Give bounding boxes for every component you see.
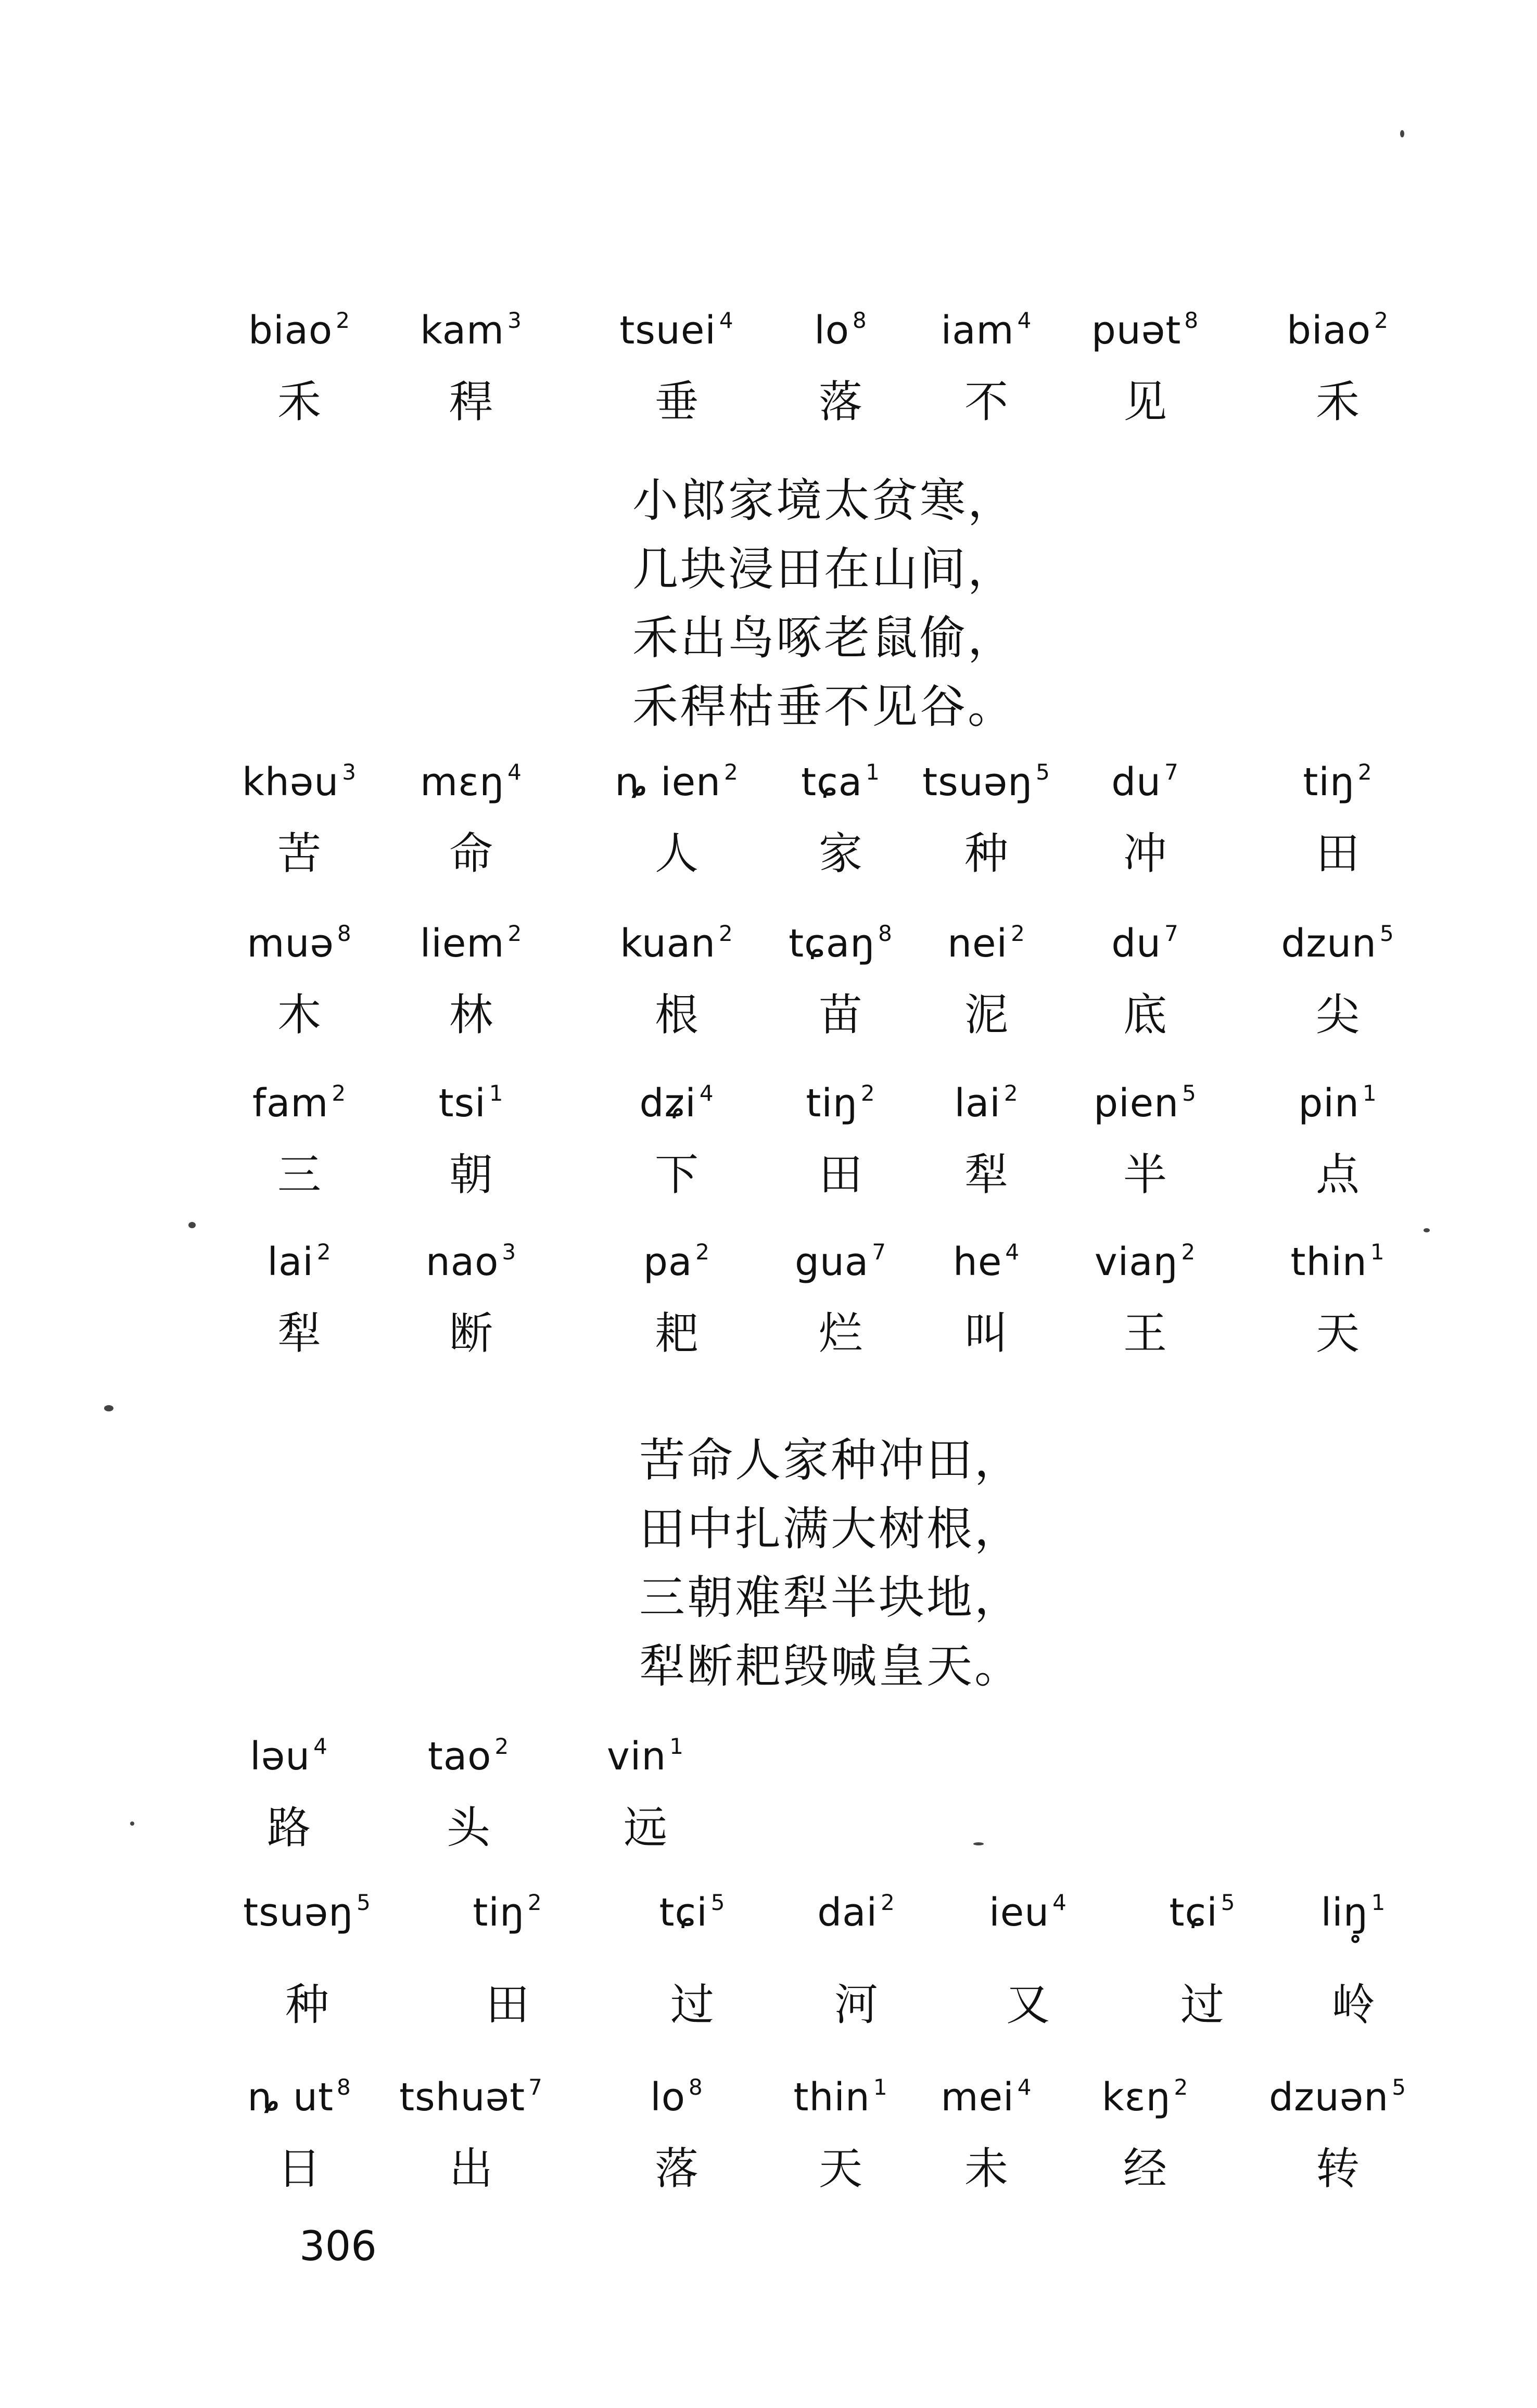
romanization-syllable: lai <box>954 1081 1001 1126</box>
gloss-cell <box>615 759 739 880</box>
romanization-syllable: biao <box>248 308 333 353</box>
romanization-syllable: khəu <box>242 760 339 805</box>
gloss-cell <box>247 2074 351 2195</box>
gloss-cell <box>806 1080 875 1201</box>
chinese-gloss: 河 <box>834 1979 878 2030</box>
page-number: 306 <box>299 2223 377 2270</box>
romanization <box>801 759 880 806</box>
romanization <box>793 2074 887 2121</box>
romanization-syllable: ləu <box>250 1734 311 1779</box>
tone-number: 8 <box>878 921 893 946</box>
romanization <box>650 2074 703 2121</box>
romanization <box>643 1239 710 1285</box>
romanization-syllable: tɕi <box>1169 1890 1218 1935</box>
chinese-gloss: 耙 <box>654 1308 698 1359</box>
tone-number: 8 <box>1184 308 1199 333</box>
romanization-syllable: thin <box>1290 1240 1367 1284</box>
romanization <box>1298 1080 1377 1127</box>
tone-number: 4 <box>313 1734 328 1759</box>
gloss-cell <box>989 1889 1067 2031</box>
chinese-gloss: 田 <box>485 1979 529 2030</box>
tone-number: 5 <box>1036 759 1050 785</box>
chinese-gloss: 点 <box>1315 1149 1360 1200</box>
gloss-cell <box>1111 920 1179 1041</box>
tone-number: 4 <box>1017 2074 1032 2100</box>
romanization <box>806 1080 875 1127</box>
romanization <box>1321 1889 1386 1936</box>
romanization <box>639 1080 714 1127</box>
chinese-gloss: 王 <box>1123 1308 1167 1359</box>
gloss-cell <box>250 1733 328 1854</box>
romanization-syllable: tsuəŋ <box>922 760 1033 805</box>
chinese-gloss: 禾 <box>277 376 322 427</box>
romanization <box>428 1733 509 1780</box>
gloss-cell <box>1269 2074 1406 2195</box>
romanization <box>426 1239 516 1285</box>
chinese-gloss: 朝 <box>449 1149 493 1200</box>
gloss-cell <box>1298 1080 1377 1201</box>
tone-number: 3 <box>502 1239 517 1265</box>
romanization <box>439 1080 504 1127</box>
gloss-cell <box>1094 1080 1197 1201</box>
chinese-gloss: 落 <box>818 376 863 427</box>
tone-number: 2 <box>332 1080 347 1106</box>
gloss-cell <box>420 759 522 880</box>
stanza-line: 三朝难犁半块地， <box>639 1571 1023 1624</box>
tone-number: 4 <box>1017 308 1032 333</box>
stanza-2 <box>639 1426 1022 1701</box>
romanization <box>252 1080 346 1127</box>
tone-number: 2 <box>1004 1080 1019 1106</box>
romanization <box>1303 759 1372 806</box>
romanization-syllable: tshuət <box>399 2075 526 2120</box>
romanization <box>814 307 867 354</box>
stanza-line: 禾稈枯垂不见谷。 <box>632 680 1016 733</box>
romanization-syllable: kɛŋ <box>1101 2075 1171 2120</box>
tone-number: 2 <box>1181 1239 1196 1265</box>
gloss-cell <box>1111 759 1179 880</box>
chinese-gloss: 叫 <box>964 1308 1009 1359</box>
gloss-row <box>0 307 1537 474</box>
romanization-syllable: kam <box>420 308 505 353</box>
romanization <box>941 2074 1032 2121</box>
scan-speck <box>104 1405 113 1411</box>
romanization <box>247 2074 351 2121</box>
chinese-gloss: 三 <box>277 1149 321 1200</box>
chinese-gloss: 禾 <box>1315 376 1360 427</box>
romanization <box>1102 2074 1189 2121</box>
romanization-syllable: liŋ̥ <box>1320 1890 1368 1935</box>
tone-number: 2 <box>527 1890 542 1915</box>
romanization <box>243 1889 371 1936</box>
romanization-syllable: mɛŋ <box>420 760 505 805</box>
chinese-gloss: 转 <box>1315 2143 1360 2194</box>
tone-number: 2 <box>1374 308 1389 333</box>
chinese-gloss: 未 <box>964 2143 1008 2194</box>
romanization <box>242 759 357 806</box>
romanization <box>947 920 1025 967</box>
tone-number: 4 <box>1005 1239 1020 1265</box>
chinese-gloss: 尖 <box>1315 989 1360 1040</box>
chinese-gloss: 下 <box>654 1149 699 1200</box>
chinese-gloss: 天 <box>818 2143 863 2194</box>
gloss-cell <box>1170 1889 1236 2031</box>
tone-number: 3 <box>342 759 357 785</box>
tone-number: 1 <box>1370 1239 1385 1265</box>
tone-number: 2 <box>316 1239 332 1265</box>
gloss-cell <box>941 307 1032 428</box>
gloss-cell <box>242 759 357 880</box>
romanization <box>659 1889 726 1936</box>
gloss-cell <box>814 307 867 428</box>
tone-number: 2 <box>881 1890 895 1915</box>
gloss-cell <box>267 1239 331 1359</box>
stanza-1 <box>632 466 1015 741</box>
gloss-cell <box>399 2074 543 2195</box>
chinese-gloss: 日 <box>277 2143 322 2194</box>
tone-number: 5 <box>1379 921 1394 946</box>
romanization <box>420 307 522 354</box>
tone-number: 8 <box>337 2074 351 2100</box>
tone-number: 2 <box>336 308 350 333</box>
tone-number: 4 <box>507 759 522 785</box>
tone-number: 5 <box>1221 1890 1236 1915</box>
stanza-line: 田中扎满大树根， <box>639 1502 1023 1556</box>
romanization-syllable: lai <box>267 1240 314 1284</box>
chinese-gloss: 林 <box>449 989 493 1040</box>
romanization-syllable: puət <box>1091 308 1182 353</box>
gloss-cell <box>941 2074 1032 2195</box>
gloss-cell <box>426 1239 516 1359</box>
romanization-syllable: tɕaŋ <box>789 921 875 966</box>
chinese-gloss: 冲 <box>1123 828 1167 879</box>
gloss-cell <box>1303 759 1372 880</box>
chinese-gloss: 底 <box>1123 989 1167 1040</box>
gloss-cell <box>620 920 733 1041</box>
gloss-cell <box>439 1080 504 1201</box>
tone-number: 4 <box>719 308 734 333</box>
tone-number: 7 <box>872 1239 886 1265</box>
romanization-syllable: dzuən <box>1269 2075 1389 2120</box>
chinese-gloss: 经 <box>1123 2143 1167 2194</box>
romanization-syllable: muə <box>247 921 334 966</box>
tone-number: 5 <box>710 1890 726 1915</box>
tone-number: 2 <box>1357 759 1373 785</box>
chinese-gloss: 见 <box>1123 376 1167 427</box>
gloss-cell <box>643 1239 710 1359</box>
stanza-line: 小郎家境太贫寒， <box>632 474 1016 527</box>
tone-number: 7 <box>1164 921 1179 946</box>
romanization-syllable: gua <box>795 1240 869 1284</box>
chinese-gloss: 头 <box>446 1802 490 1853</box>
chinese-gloss: 犁 <box>964 1149 1009 1200</box>
tone-number: 2 <box>724 759 739 785</box>
romanization <box>250 1733 328 1780</box>
gloss-row <box>0 1889 1537 2056</box>
romanization <box>1170 1889 1236 1936</box>
scan-speck <box>1400 130 1404 137</box>
chinese-gloss: 过 <box>670 1979 714 2030</box>
tone-number: 1 <box>873 2074 888 2100</box>
gloss-cell <box>248 307 350 428</box>
gloss-cell <box>801 759 880 880</box>
chinese-gloss: 出 <box>449 2143 493 2194</box>
chinese-gloss: 根 <box>654 989 698 1040</box>
gloss-cell <box>1091 307 1199 428</box>
chinese-gloss: 犁 <box>277 1308 322 1359</box>
gloss-cell <box>817 1889 895 2031</box>
tone-number: 1 <box>489 1080 504 1106</box>
gloss-row <box>0 759 1537 925</box>
romanization-syllable: mei <box>941 2075 1014 2120</box>
chinese-gloss: 泥 <box>964 989 1009 1040</box>
tone-number: 8 <box>689 2074 703 2100</box>
romanization <box>267 1239 331 1285</box>
gloss-row <box>0 1080 1537 1246</box>
scan-speck <box>973 1842 984 1845</box>
romanization <box>1111 759 1179 806</box>
romanization-syllable: nei <box>947 921 1008 966</box>
chinese-gloss: 人 <box>654 828 699 879</box>
romanization-syllable: tsuei <box>619 308 716 353</box>
romanization <box>620 920 733 967</box>
tone-number: 1 <box>669 1734 684 1759</box>
romanization <box>248 307 350 354</box>
chinese-gloss: 种 <box>285 1979 329 2030</box>
gloss-cell <box>1095 1239 1196 1359</box>
gloss-cell <box>1290 1239 1384 1359</box>
romanization <box>989 1889 1067 1936</box>
romanization-syllable: lo <box>650 2075 686 2120</box>
gloss-cell <box>795 1239 886 1359</box>
romanization-syllable: pien <box>1094 1081 1179 1126</box>
romanization <box>1091 307 1199 354</box>
chinese-gloss: 种 <box>964 828 1009 879</box>
romanization-syllable: du <box>1111 921 1162 966</box>
romanization-syllable: pa <box>643 1240 693 1284</box>
gloss-cell <box>247 920 351 1041</box>
romanization <box>1094 1080 1197 1127</box>
chinese-gloss: 命 <box>449 828 493 879</box>
romanization <box>941 307 1032 354</box>
stanza-line: 几块浸田在山间， <box>632 542 1016 596</box>
gloss-cell <box>789 920 893 1041</box>
scan-speck <box>130 1821 134 1826</box>
romanization <box>247 920 351 967</box>
romanization-syllable: thin <box>793 2075 870 2120</box>
tone-number: 7 <box>528 2074 543 2100</box>
romanization-syllable: dzun <box>1281 921 1377 966</box>
romanization-syllable: kuan <box>620 921 716 966</box>
chinese-gloss: 田 <box>1315 828 1360 879</box>
romanization-syllable: iam <box>941 308 1014 353</box>
chinese-gloss: 家 <box>818 828 862 879</box>
romanization <box>1290 1239 1384 1285</box>
gloss-cell <box>650 2074 703 2195</box>
romanization-syllable: ȵ ut <box>247 2075 334 2120</box>
tone-number: 5 <box>1182 1080 1197 1106</box>
romanization-syllable: du <box>1111 760 1162 805</box>
gloss-cell <box>1281 920 1394 1041</box>
chinese-gloss: 远 <box>623 1802 667 1853</box>
romanization-syllable: ȵ ien <box>615 760 721 805</box>
romanization-syllable: tiŋ <box>473 1890 525 1935</box>
chinese-gloss: 稈 <box>449 376 493 427</box>
chinese-gloss: 田 <box>818 1149 862 1200</box>
chinese-gloss: 过 <box>1180 1979 1224 2030</box>
tone-number: 2 <box>1174 2074 1189 2100</box>
romanization-syllable: tiŋ <box>806 1081 858 1126</box>
gloss-cell <box>252 1080 346 1201</box>
stanza-line: 犁断耙毁喊皇天。 <box>639 1639 1023 1693</box>
tone-number: 3 <box>507 308 522 333</box>
romanization-syllable: lo <box>814 308 850 353</box>
chinese-gloss: 苗 <box>818 989 862 1040</box>
scan-speck <box>1424 1228 1430 1232</box>
chinese-gloss: 天 <box>1315 1308 1360 1359</box>
tone-number: 4 <box>699 1080 714 1106</box>
tone-number: 2 <box>719 921 733 946</box>
romanization <box>1287 307 1389 354</box>
romanization-syllable: viaŋ <box>1094 1240 1178 1284</box>
gloss-cell <box>473 1889 542 2031</box>
tone-number: 8 <box>337 921 352 946</box>
chinese-gloss: 路 <box>266 1802 311 1853</box>
tone-number: 1 <box>866 759 880 785</box>
romanization <box>1111 920 1179 967</box>
romanization-syllable: he <box>952 1240 1002 1284</box>
romanization <box>1281 920 1394 967</box>
tone-number: 2 <box>507 921 523 946</box>
gloss-cell <box>659 1889 726 2031</box>
romanization <box>399 2074 543 2121</box>
romanization-syllable: liem <box>420 921 505 966</box>
romanization <box>922 759 1050 806</box>
chinese-gloss: 苦 <box>277 828 322 879</box>
tone-number: 8 <box>853 308 867 333</box>
tone-number: 4 <box>1052 1890 1067 1915</box>
romanization-syllable: tsi <box>438 1081 486 1126</box>
tone-number: 2 <box>860 1080 875 1106</box>
stanza-line: 禾出鸟啄老鼠偷， <box>632 611 1016 665</box>
chinese-gloss: 不 <box>964 376 1009 427</box>
tone-number: 2 <box>695 1239 710 1265</box>
romanization-syllable: tɕi <box>659 1890 708 1935</box>
gloss-cell <box>428 1733 509 1854</box>
gloss-row <box>0 1733 1537 1900</box>
chinese-gloss: 木 <box>277 989 321 1040</box>
chinese-gloss: 断 <box>449 1308 493 1359</box>
gloss-cell <box>420 307 522 428</box>
romanization-syllable: vin <box>607 1734 667 1779</box>
tone-number: 2 <box>494 1734 510 1759</box>
romanization <box>615 759 739 806</box>
romanization-syllable: tɕa <box>801 760 863 805</box>
romanization <box>420 759 522 806</box>
romanization <box>473 1889 542 1936</box>
gloss-cell <box>420 920 522 1041</box>
stanza-line: 苦命人家种冲田， <box>639 1433 1023 1487</box>
romanization-syllable: ieu <box>989 1890 1050 1935</box>
romanization-syllable: tiŋ <box>1303 760 1355 805</box>
gloss-cell <box>639 1080 714 1201</box>
gloss-cell <box>922 759 1050 880</box>
tone-number: 5 <box>1392 2074 1406 2100</box>
gloss-cell <box>1287 307 1389 428</box>
romanization <box>1269 2074 1406 2121</box>
chinese-gloss: 半 <box>1123 1149 1167 1200</box>
gloss-cell <box>607 1733 684 1854</box>
romanization-syllable: nao <box>425 1240 499 1284</box>
gloss-cell <box>793 2074 887 2195</box>
romanization <box>789 920 893 967</box>
romanization-syllable: tao <box>427 1734 492 1779</box>
scan-speck <box>188 1222 196 1228</box>
gloss-cell <box>953 1239 1020 1359</box>
gloss-cell <box>954 1080 1018 1201</box>
chinese-gloss: 又 <box>1006 1979 1050 2030</box>
tone-number: 7 <box>1164 759 1179 785</box>
chinese-gloss: 烂 <box>818 1308 862 1359</box>
tone-number: 5 <box>357 1890 371 1915</box>
romanization-syllable: fam <box>252 1081 329 1126</box>
romanization <box>795 1239 886 1285</box>
gloss-cell <box>1102 2074 1189 2195</box>
gloss-cell <box>243 1889 371 2031</box>
gloss-row <box>0 1239 1537 1405</box>
romanization-syllable: dʑi <box>639 1081 696 1126</box>
romanization-syllable: tsuəŋ <box>243 1890 354 1935</box>
gloss-cell <box>619 307 733 428</box>
chinese-gloss: 岭 <box>1331 1979 1376 2030</box>
romanization <box>817 1889 895 1936</box>
romanization-syllable: dai <box>817 1890 878 1935</box>
romanization <box>420 920 522 967</box>
gloss-row <box>0 920 1537 1087</box>
romanization <box>607 1733 684 1780</box>
romanization <box>953 1239 1020 1285</box>
chinese-gloss: 垂 <box>654 376 699 427</box>
gloss-cell <box>1321 1889 1386 2031</box>
gloss-row <box>0 2074 1537 2240</box>
romanization-syllable: pin <box>1298 1081 1360 1126</box>
tone-number: 1 <box>1371 1890 1386 1915</box>
tone-number: 1 <box>1362 1080 1377 1106</box>
romanization <box>1095 1239 1196 1285</box>
romanization <box>619 307 733 354</box>
gloss-cell <box>947 920 1025 1041</box>
tone-number: 2 <box>1011 921 1025 946</box>
romanization <box>954 1080 1018 1127</box>
chinese-gloss: 落 <box>654 2143 699 2194</box>
romanization-syllable: biao <box>1287 308 1371 353</box>
